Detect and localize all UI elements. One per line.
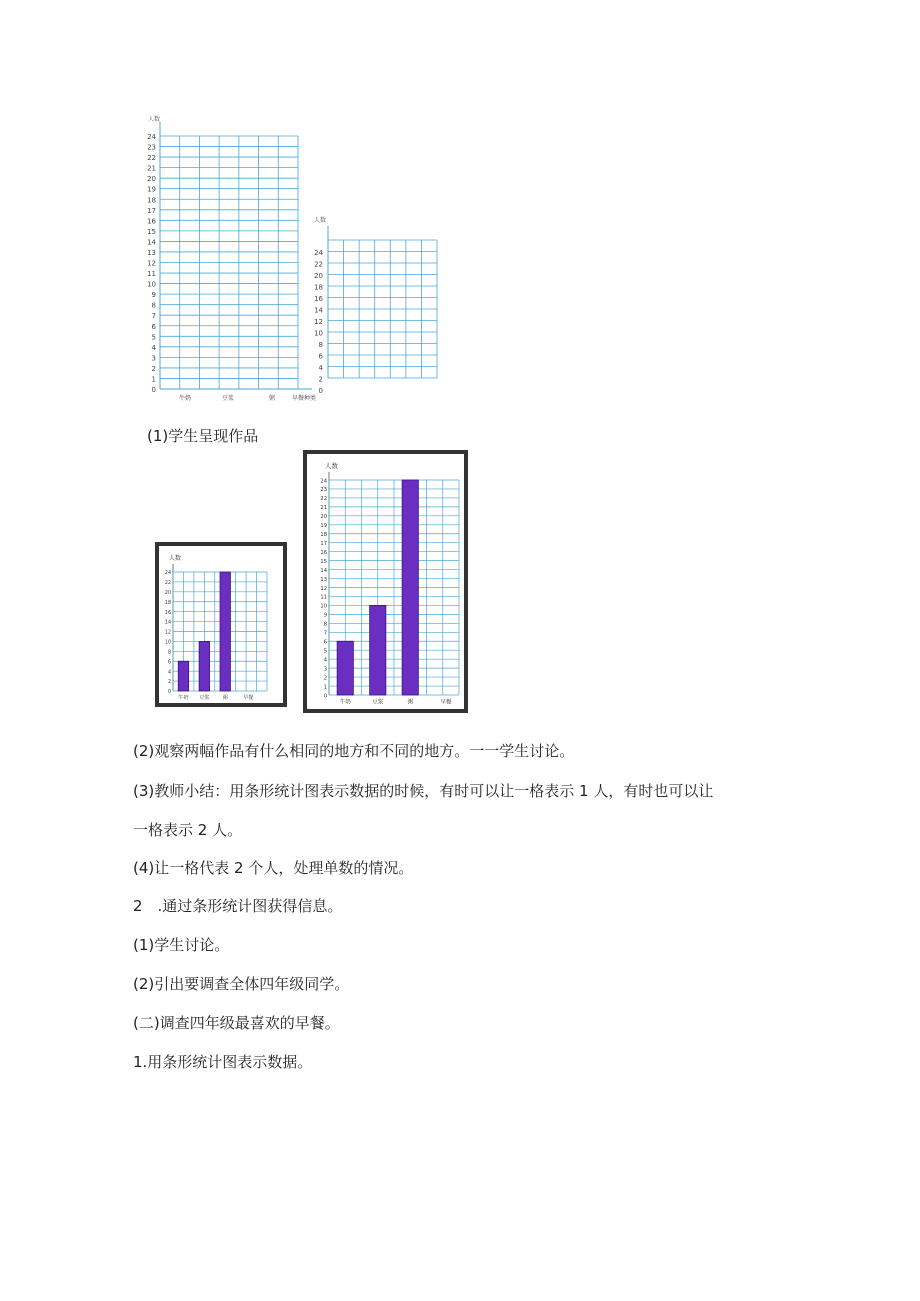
- y-tick-label: 24: [164, 571, 171, 577]
- x-tick-label: 早餐种类: [291, 395, 317, 402]
- y-tick-label: 0: [167, 690, 171, 696]
- y-tick-label: 12: [314, 318, 323, 326]
- y-tick-label: 7: [151, 312, 156, 321]
- y-tick-label: 4: [318, 364, 323, 372]
- y-tick-label: 16: [320, 549, 327, 556]
- y-tick-label: 2: [323, 675, 327, 682]
- x-tick-label: 牛奶: [178, 695, 189, 701]
- y-tick-label: 19: [320, 523, 327, 530]
- y-tick-label: 16: [314, 295, 323, 303]
- y-tick-label: 22: [147, 154, 156, 163]
- x-tick-label: 豆浆: [372, 699, 384, 706]
- y-tick-label: 1: [323, 684, 327, 691]
- x-tick-label: 粥: [222, 695, 228, 701]
- paragraph-9: 1.用条形统计图表示数据。: [133, 1053, 313, 1071]
- paragraph-6: (1)学生讨论。: [133, 936, 230, 954]
- y-tick-label: 18: [147, 196, 156, 205]
- y-axis-title: 人数: [169, 555, 182, 562]
- y-tick-label: 8: [167, 650, 171, 656]
- y-tick-label: 21: [147, 164, 156, 173]
- y-tick-label: 0: [323, 693, 327, 700]
- y-tick-label: 8: [151, 301, 156, 310]
- bar: [220, 572, 230, 691]
- x-tick-label: 早餐: [243, 695, 254, 701]
- y-tick-label: 18: [314, 283, 323, 292]
- y-tick-label: 2: [151, 364, 156, 373]
- y-tick-label: 14: [314, 306, 323, 315]
- y-tick-label: 22: [314, 260, 323, 269]
- y-tick-label: 21: [320, 505, 327, 512]
- y-tick-label: 8: [318, 341, 323, 349]
- y-tick-label: 13: [320, 576, 327, 583]
- y-tick-label: 17: [147, 206, 156, 215]
- y-tick-label: 5: [151, 333, 156, 342]
- x-tick-label: 牛奶: [339, 699, 351, 706]
- y-tick-label: 22: [164, 581, 171, 587]
- bar-chart-small: [159, 546, 283, 703]
- paragraph-8: (二)调查四年级最喜欢的早餐。: [133, 1014, 340, 1032]
- y-tick-label: 11: [320, 594, 327, 601]
- y-tick-label: 23: [320, 487, 327, 494]
- paragraph-4: (4)让一格代表 2 个人，处理单数的情况。: [133, 859, 414, 877]
- bar: [337, 641, 353, 695]
- y-tick-label: 16: [164, 610, 171, 616]
- y-tick-label: 10: [314, 329, 323, 338]
- y-tick-label: 10: [147, 280, 156, 289]
- y-tick-label: 12: [320, 585, 327, 592]
- y-tick-label: 12: [147, 259, 156, 268]
- y-tick-label: 10: [320, 603, 327, 610]
- y-tick-label: 14: [164, 620, 171, 626]
- paragraph-1: (2)观察两幅作品有什么相同的地方和不同的地方。一一学生讨论。: [133, 742, 575, 760]
- y-tick-label: 1: [151, 375, 156, 384]
- y-tick-label: 2: [318, 375, 323, 384]
- x-tick-label: 早餐: [440, 699, 452, 706]
- bar: [370, 605, 386, 695]
- y-tick-label: 4: [323, 657, 327, 664]
- x-tick-label: 牛奶: [178, 395, 192, 402]
- y-tick-label: 24: [320, 478, 327, 485]
- bar: [199, 641, 209, 691]
- y-tick-label: 20: [147, 175, 156, 184]
- y-tick-label: 14: [320, 567, 327, 574]
- y-tick-label: 6: [323, 639, 327, 646]
- y-tick-label: 19: [147, 185, 156, 194]
- y-tick-label: 3: [323, 666, 327, 673]
- y-tick-label: 22: [320, 496, 327, 503]
- y-tick-label: 24: [314, 249, 323, 257]
- y-tick-label: 20: [320, 514, 327, 521]
- y-tick-label: 15: [320, 558, 327, 565]
- y-tick-label: 18: [164, 600, 171, 606]
- y-axis-title: 人数: [325, 462, 338, 470]
- paragraph-2: (3)教师小结：用条形统计图表示数据的时候，有时可以让一格表示 1 人，有时也可以让: [133, 782, 714, 800]
- y-tick-label: 2: [167, 680, 171, 686]
- y-tick-label: 10: [164, 640, 171, 646]
- y-tick-label: 17: [320, 540, 327, 547]
- y-tick-label: 6: [167, 660, 171, 666]
- paragraph-5: 2 .通过条形统计图获得信息。: [133, 897, 343, 915]
- x-tick-label: 豆浆: [199, 695, 210, 701]
- y-tick-label: 20: [164, 590, 171, 596]
- student-work-small: [155, 542, 287, 707]
- y-tick-label: 4: [167, 670, 171, 676]
- bar-chart-large: [307, 454, 464, 709]
- y-tick-label: 0: [151, 386, 156, 394]
- y-axis-title: 人数: [148, 116, 161, 123]
- paragraph-7: (2)引出要调查全体四年级同学。: [133, 975, 350, 993]
- x-tick-label: 粥: [407, 699, 414, 706]
- bar: [402, 480, 418, 695]
- paragraph-3: 一格表示 2 人。: [133, 821, 243, 839]
- caption-student-works: (1)学生呈现作品: [147, 427, 259, 445]
- y-tick-label: 18: [320, 532, 327, 539]
- student-work-large: [303, 450, 468, 713]
- y-tick-label: 8: [323, 621, 327, 628]
- y-tick-label: 5: [323, 648, 327, 655]
- blank-chart-two-per-grid: [308, 212, 443, 397]
- y-tick-label: 20: [314, 272, 323, 280]
- y-tick-label: 13: [147, 248, 156, 257]
- y-tick-label: 3: [151, 354, 156, 363]
- y-tick-label: 7: [323, 630, 327, 637]
- y-tick-label: 9: [323, 612, 327, 619]
- blank-chart-one-per-grid: [138, 112, 323, 407]
- x-tick-label: 粥: [268, 395, 276, 402]
- y-tick-label: 24: [147, 133, 156, 141]
- y-tick-label: 23: [147, 143, 156, 152]
- x-tick-label: 豆浆: [221, 395, 235, 402]
- y-tick-label: 16: [147, 217, 156, 226]
- y-tick-label: 15: [147, 227, 156, 236]
- y-tick-label: 6: [151, 322, 156, 331]
- y-tick-label: 14: [147, 238, 156, 247]
- y-tick-label: 0: [318, 387, 323, 395]
- y-tick-label: 12: [164, 630, 171, 636]
- y-tick-label: 6: [318, 352, 323, 361]
- y-axis-title: 人数: [314, 217, 327, 224]
- y-tick-label: 11: [147, 270, 156, 279]
- y-tick-label: 4: [151, 343, 156, 352]
- bar: [178, 661, 188, 691]
- y-tick-label: 9: [151, 291, 156, 300]
